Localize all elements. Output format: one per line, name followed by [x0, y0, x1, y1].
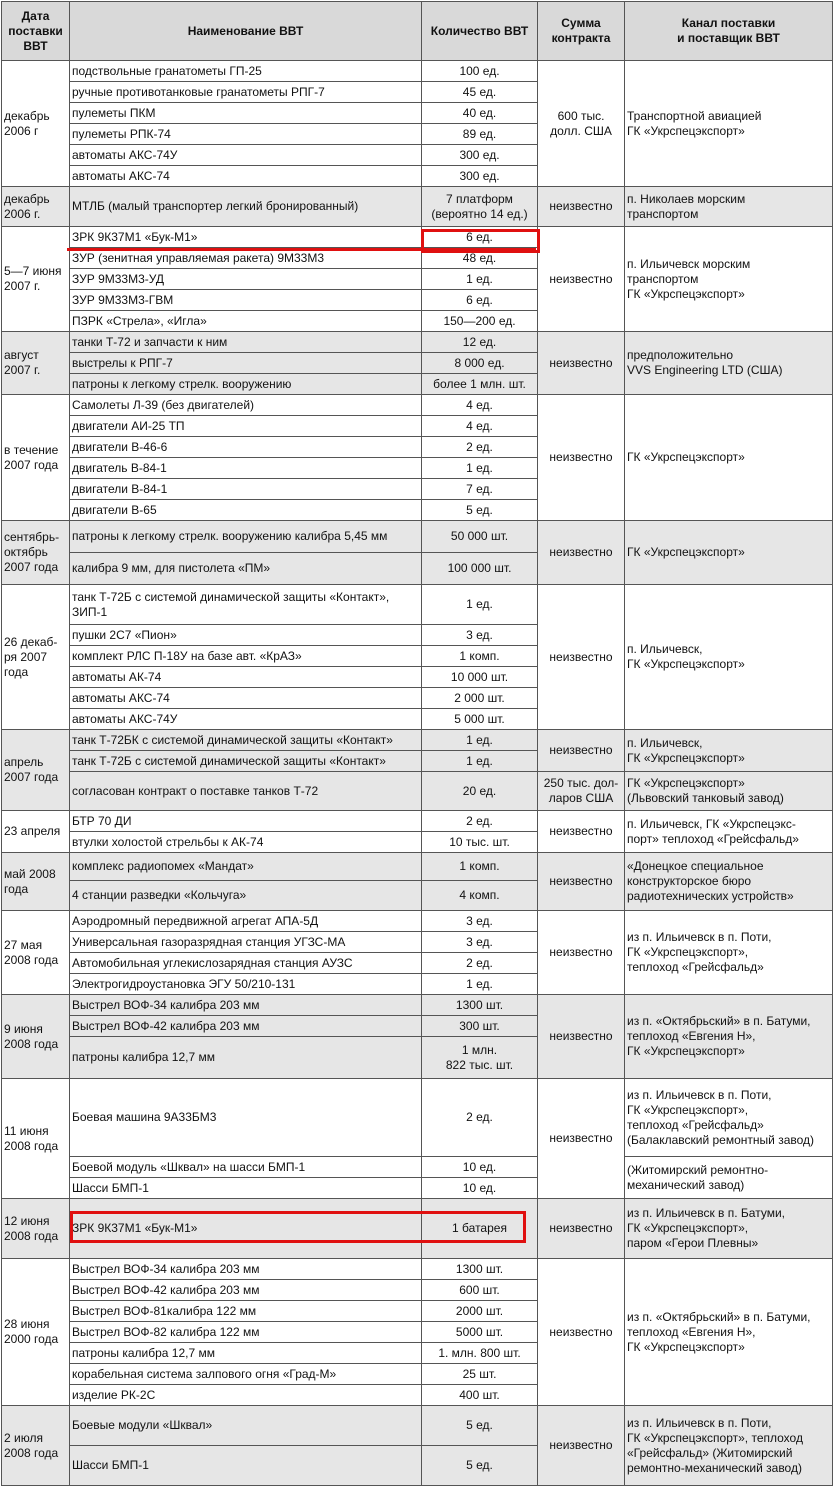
table-row	[2, 995, 833, 1016]
weapon-name: двигатели В-84-1	[70, 479, 422, 500]
weapon-name: комплект РЛС П-18У на базе авт. «КрАЗ»	[70, 646, 422, 667]
table-row	[2, 1199, 833, 1259]
weapon-quantity: 5000 шт.	[422, 1322, 538, 1343]
header-date: Дата поставки ВВТ	[2, 2, 70, 61]
weapon-quantity: 1. млн. 800 шт.	[422, 1343, 538, 1364]
weapon-name: ЗУР 9М33М3-ГВМ	[70, 290, 422, 311]
weapon-quantity: 25 шт.	[422, 1364, 538, 1385]
weapon-name: Выстрел ВОФ-42 калибра 203 мм	[70, 1016, 422, 1037]
contract-sum: неизвестно	[538, 585, 625, 730]
weapon-quantity: 10 000 шт.	[422, 667, 538, 688]
delivery-channel: ГК «Укрспецэкспорт»	[625, 395, 833, 521]
delivery-channel: из п. Ильичевск в п. Батуми, ГК «Укрспецэкспорт», паром «Герои Плевны»	[625, 1199, 833, 1259]
weapon-name: танк Т-72Б с системой динамической защиты «Контакт», ЗИП-1	[70, 585, 422, 625]
weapon-quantity: 400 шт.	[422, 1385, 538, 1406]
weapon-quantity: 3 ед.	[422, 625, 538, 646]
weapon-name: Самолеты Л-39 (без двигателей)	[70, 395, 422, 416]
delivery-channel: п. Николаев морским транспортом	[625, 187, 833, 227]
table-row	[2, 772, 833, 811]
table-row	[2, 585, 833, 625]
weapon-name: втулки холостой стрельбы к АК-74	[70, 832, 422, 853]
table-row	[2, 332, 833, 353]
header-sum: Сумма контракта	[538, 2, 625, 61]
table-row	[2, 187, 833, 227]
contract-sum: неизвестно	[538, 187, 625, 227]
weapon-name: танк Т-72Б с системой динамической защиты «Контакт»	[70, 751, 422, 772]
weapon-name: автоматы АК-74	[70, 667, 422, 688]
weapon-quantity: 6 ед.	[422, 227, 538, 248]
weapon-quantity: 1 ед.	[422, 974, 538, 995]
weapon-name: автоматы АКС-74У	[70, 145, 422, 166]
contract-sum: неизвестно	[538, 227, 625, 332]
weapon-name: автоматы АКС-74У	[70, 709, 422, 730]
weapon-quantity: 4 ед.	[422, 395, 538, 416]
delivery-date: 28 июня 2000 года	[2, 1259, 70, 1406]
weapon-quantity: 3 ед.	[422, 932, 538, 953]
weapon-name: патроны калибра 12,7 мм	[70, 1343, 422, 1364]
weapon-name: двигатели В-46-6	[70, 437, 422, 458]
weapon-name: Электрогидроустановка ЭГУ 50/210-131	[70, 974, 422, 995]
delivery-date: август 2007 г.	[2, 332, 70, 395]
weapon-quantity: 4 ед.	[422, 416, 538, 437]
weapon-name: Выстрел ВОФ-34 калибра 203 мм	[70, 1259, 422, 1280]
table-row	[2, 1157, 833, 1178]
weapon-quantity: 1 ед.	[422, 585, 538, 625]
weapon-name: двигатель В-84-1	[70, 458, 422, 479]
delivery-channel: «Донецкое специальное конструкторское бюро радиотехнических устройств»	[625, 853, 833, 911]
delivery-date: 23 апреля	[2, 811, 70, 853]
weapon-quantity: 1 комп.	[422, 853, 538, 881]
delivery-channel: ГК «Укрспецэкспорт» (Львовский танковый завод)	[625, 772, 833, 811]
weapon-quantity: 5 ед.	[422, 500, 538, 521]
delivery-channel: из п. Ильичевск в п. Поти, ГК «Укрспецэкспорт», теплоход «Грейсфальд» (Балаклавский ремонтный завод)	[625, 1079, 833, 1157]
table-row	[2, 1079, 833, 1157]
delivery-date: 27 мая 2008 года	[2, 911, 70, 995]
weapon-quantity: 12 ед.	[422, 332, 538, 353]
weapon-quantity: 2 ед.	[422, 437, 538, 458]
weapon-quantity: 6 ед.	[422, 290, 538, 311]
weapon-quantity: 1 ед.	[422, 730, 538, 751]
weapon-name: Шасси БМП-1	[70, 1178, 422, 1199]
weapon-name: патроны к легкому стрелк. вооружению	[70, 374, 422, 395]
contract-sum: неизвестно	[538, 1406, 625, 1486]
delivery-channel: Транспортной авиацией ГК «Укрспецэкспорт»	[625, 61, 833, 187]
weapon-name: подствольные гранатометы ГП-25	[70, 61, 422, 82]
weapon-quantity: 20 ед.	[422, 772, 538, 811]
contract-sum: неизвестно	[538, 1199, 625, 1259]
weapon-quantity: 1 батарея	[422, 1199, 538, 1259]
weapon-name: патроны к легкому стрелк. вооружению калибра 5,45 мм	[70, 521, 422, 553]
weapon-quantity: 48 ед.	[422, 248, 538, 269]
delivery-channel: из п. Ильичевск в п. Поти, ГК «Укрспецэкспорт», теплоход «Грейсфальд» (Житомирский ремонтно-механический завод)	[625, 1406, 833, 1486]
weapon-quantity: 1 ед.	[422, 458, 538, 479]
contract-sum: 250 тыс. дол- ларов США	[538, 772, 625, 811]
weapon-quantity: 100 000 шт.	[422, 553, 538, 585]
delivery-date: 5—7 июня 2007 г.	[2, 227, 70, 332]
delivery-date: 9 июня 2008 года	[2, 995, 70, 1079]
weapon-name: патроны калибра 12,7 мм	[70, 1037, 422, 1079]
weapon-name: МТЛБ (малый транспортер легкий бронированный)	[70, 187, 422, 227]
weapon-name: калибра 9 мм, для пистолета «ПМ»	[70, 553, 422, 585]
weapon-name: Выстрел ВОФ-81калибра 122 мм	[70, 1301, 422, 1322]
delivery-channel: п. Ильичевск, ГК «Укрспецэкспорт»	[625, 730, 833, 772]
weapon-name: ЗРК 9К37М1 «Бук-М1»	[70, 1199, 422, 1259]
weapon-quantity: 2000 шт.	[422, 1301, 538, 1322]
weapon-quantity: 150—200 ед.	[422, 311, 538, 332]
header-name: Наименование ВВТ	[70, 2, 422, 61]
weapon-name: автоматы АКС-74	[70, 166, 422, 187]
delivery-date: 11 июня 2008 года	[2, 1079, 70, 1199]
weapon-name: БТР 70 ДИ	[70, 811, 422, 832]
weapon-quantity: 89 ед.	[422, 124, 538, 145]
weapon-name: Боевая машина 9А33БМ3	[70, 1079, 422, 1157]
contract-sum: неизвестно	[538, 730, 625, 772]
table-row	[2, 853, 833, 881]
weapon-quantity: 300 шт.	[422, 1016, 538, 1037]
contract-sum: неизвестно	[538, 853, 625, 911]
weapon-name: изделие РК-2С	[70, 1385, 422, 1406]
contract-sum: неизвестно	[538, 911, 625, 995]
delivery-channel: п. Ильичевск, ГК «Укрспецэкс- порт» теплоход «Грейсфальд»	[625, 811, 833, 853]
weapon-name: Боевые модули «Шквал»	[70, 1406, 422, 1446]
delivery-date: апрель 2007 года	[2, 730, 70, 811]
weapon-quantity: 4 комп.	[422, 881, 538, 911]
weapon-quantity: 2 ед.	[422, 953, 538, 974]
delivery-date: май 2008 года	[2, 853, 70, 911]
weapon-quantity: 1 комп.	[422, 646, 538, 667]
weapon-name: пушки 2С7 «Пион»	[70, 625, 422, 646]
contract-sum: неизвестно	[538, 811, 625, 853]
delivery-channel: предположительно VVS Engineering LTD (США)	[625, 332, 833, 395]
table-row	[2, 61, 833, 82]
weapon-name: ЗУР 9М33М3-УД	[70, 269, 422, 290]
contract-sum: неизвестно	[538, 1259, 625, 1406]
weapon-quantity: 45 ед.	[422, 82, 538, 103]
weapon-quantity: 600 шт.	[422, 1280, 538, 1301]
weapon-quantity: 3 ед.	[422, 911, 538, 932]
weapon-quantity: 5 ед.	[422, 1446, 538, 1486]
delivery-date: декабрь 2006 г	[2, 61, 70, 187]
weapon-name: Универсальная газоразрядная станция УГЗС-МА	[70, 932, 422, 953]
weapon-name: танк Т-72БК с системой динамической защиты «Контакт»	[70, 730, 422, 751]
weapon-quantity: 8 000 ед.	[422, 353, 538, 374]
weapon-name: Шасси БМП-1	[70, 1446, 422, 1486]
weapon-quantity: 1 млн. 822 тыс. шт.	[422, 1037, 538, 1079]
highlight-underline-buk-2007	[67, 248, 536, 251]
contract-sum: неизвестно	[538, 521, 625, 585]
weapon-quantity: 1300 шт.	[422, 1259, 538, 1280]
delivery-date: 26 декаб- ря 2007 года	[2, 585, 70, 730]
weapons-table	[1, 1, 833, 1486]
weapon-name: двигатели В-65	[70, 500, 422, 521]
delivery-channel: (Житомирский ремонтно- механический завод)	[625, 1157, 833, 1199]
weapon-quantity: 2 000 шт.	[422, 688, 538, 709]
weapon-name: Выстрел ВОФ-42 калибра 203 мм	[70, 1280, 422, 1301]
table-body	[2, 61, 833, 1486]
weapon-quantity: 1 ед.	[422, 269, 538, 290]
contract-sum: неизвестно	[538, 395, 625, 521]
weapon-quantity: 10 ед.	[422, 1157, 538, 1178]
weapon-name: ЗУР (зенитная управляемая ракета) 9М33М3	[70, 248, 422, 269]
delivery-channel: ГК «Укрспецэкспорт»	[625, 521, 833, 585]
weapon-quantity: более 1 млн. шт.	[422, 374, 538, 395]
table-row	[2, 521, 833, 553]
weapon-name: корабельная система залпового огня «Град-М»	[70, 1364, 422, 1385]
weapon-name: комплекс радиопомех «Мандат»	[70, 853, 422, 881]
weapon-quantity: 1 ед.	[422, 751, 538, 772]
weapon-quantity: 10 ед.	[422, 1178, 538, 1199]
weapon-name: танки Т-72 и запчасти к ним	[70, 332, 422, 353]
table-row	[2, 911, 833, 932]
weapon-quantity: 7 ед.	[422, 479, 538, 500]
weapon-name: выстрелы к РПГ-7	[70, 353, 422, 374]
weapon-quantity: 5 000 шт.	[422, 709, 538, 730]
delivery-channel: из п. «Октябрьский» в п. Батуми, теплоход «Евгения Н», ГК «Укрспецэкспорт»	[625, 1259, 833, 1406]
weapon-name: согласован контракт о поставке танков Т-72	[70, 772, 422, 811]
delivery-channel: п. Ильичевск морским транспортом ГК «Укрспецэкспорт»	[625, 227, 833, 332]
delivery-date: 2 июля 2008 года	[2, 1406, 70, 1486]
weapon-quantity: 50 000 шт.	[422, 521, 538, 553]
header-row	[2, 2, 833, 61]
table-row	[2, 730, 833, 751]
table-row	[2, 227, 833, 248]
delivery-channel: из п. «Октябрьский» в п. Батуми, теплоход «Евгения Н», ГК «Укрспецэкспорт»	[625, 995, 833, 1079]
delivery-channel: п. Ильичевск, ГК «Укрспецэкспорт»	[625, 585, 833, 730]
weapon-name: Аэродромный передвижной агрегат АПА-5Д	[70, 911, 422, 932]
table-row	[2, 811, 833, 832]
contract-sum: неизвестно	[538, 1079, 625, 1199]
contract-sum: неизвестно	[538, 332, 625, 395]
weapon-quantity: 300 ед.	[422, 166, 538, 187]
weapon-quantity: 2 ед.	[422, 1079, 538, 1157]
weapon-quantity: 100 ед.	[422, 61, 538, 82]
weapon-name: ПЗРК «Стрела», «Игла»	[70, 311, 422, 332]
table-row	[2, 1259, 833, 1280]
delivery-date: сентябрь- октябрь 2007 года	[2, 521, 70, 585]
weapon-name: пулеметы ПКМ	[70, 103, 422, 124]
weapon-quantity: 10 тыс. шт.	[422, 832, 538, 853]
weapon-name: ручные противотанковые гранатометы РПГ-7	[70, 82, 422, 103]
header-qty: Количество ВВТ	[422, 2, 538, 61]
weapon-name: Выстрел ВОФ-82 калибра 122 мм	[70, 1322, 422, 1343]
weapon-quantity: 1300 шт.	[422, 995, 538, 1016]
table-row	[2, 395, 833, 416]
table-row	[2, 1406, 833, 1446]
delivery-date: 12 июня 2008 года	[2, 1199, 70, 1259]
weapon-quantity: 300 ед.	[422, 145, 538, 166]
contract-sum: 600 тыс. долл. США	[538, 61, 625, 187]
weapon-name: Боевой модуль «Шквал» на шасси БМП-1	[70, 1157, 422, 1178]
weapon-quantity: 7 платформ (вероятно 14 ед.)	[422, 187, 538, 227]
weapon-name: двигатели АИ-25 ТП	[70, 416, 422, 437]
weapon-quantity: 40 ед.	[422, 103, 538, 124]
weapon-name: автоматы АКС-74	[70, 688, 422, 709]
header-channel: Канал поставки и поставщик ВВТ	[625, 2, 833, 61]
delivery-date: декабрь 2006 г.	[2, 187, 70, 227]
weapon-name: ЗРК 9К37М1 «Бук-М1»	[70, 227, 422, 248]
weapon-name: пулеметы РПК-74	[70, 124, 422, 145]
weapon-name: 4 станции разведки «Кольчуга»	[70, 881, 422, 911]
weapon-quantity: 5 ед.	[422, 1406, 538, 1446]
weapon-name: Автомобильная углекислозарядная станция АУЗС	[70, 953, 422, 974]
weapon-name: Выстрел ВОФ-34 калибра 203 мм	[70, 995, 422, 1016]
weapon-quantity: 2 ед.	[422, 811, 538, 832]
delivery-channel: из п. Ильичевск в п. Поти, ГК «Укрспецэкспорт», теплоход «Грейсфальд»	[625, 911, 833, 995]
contract-sum: неизвестно	[538, 995, 625, 1079]
delivery-date: в течение 2007 года	[2, 395, 70, 521]
